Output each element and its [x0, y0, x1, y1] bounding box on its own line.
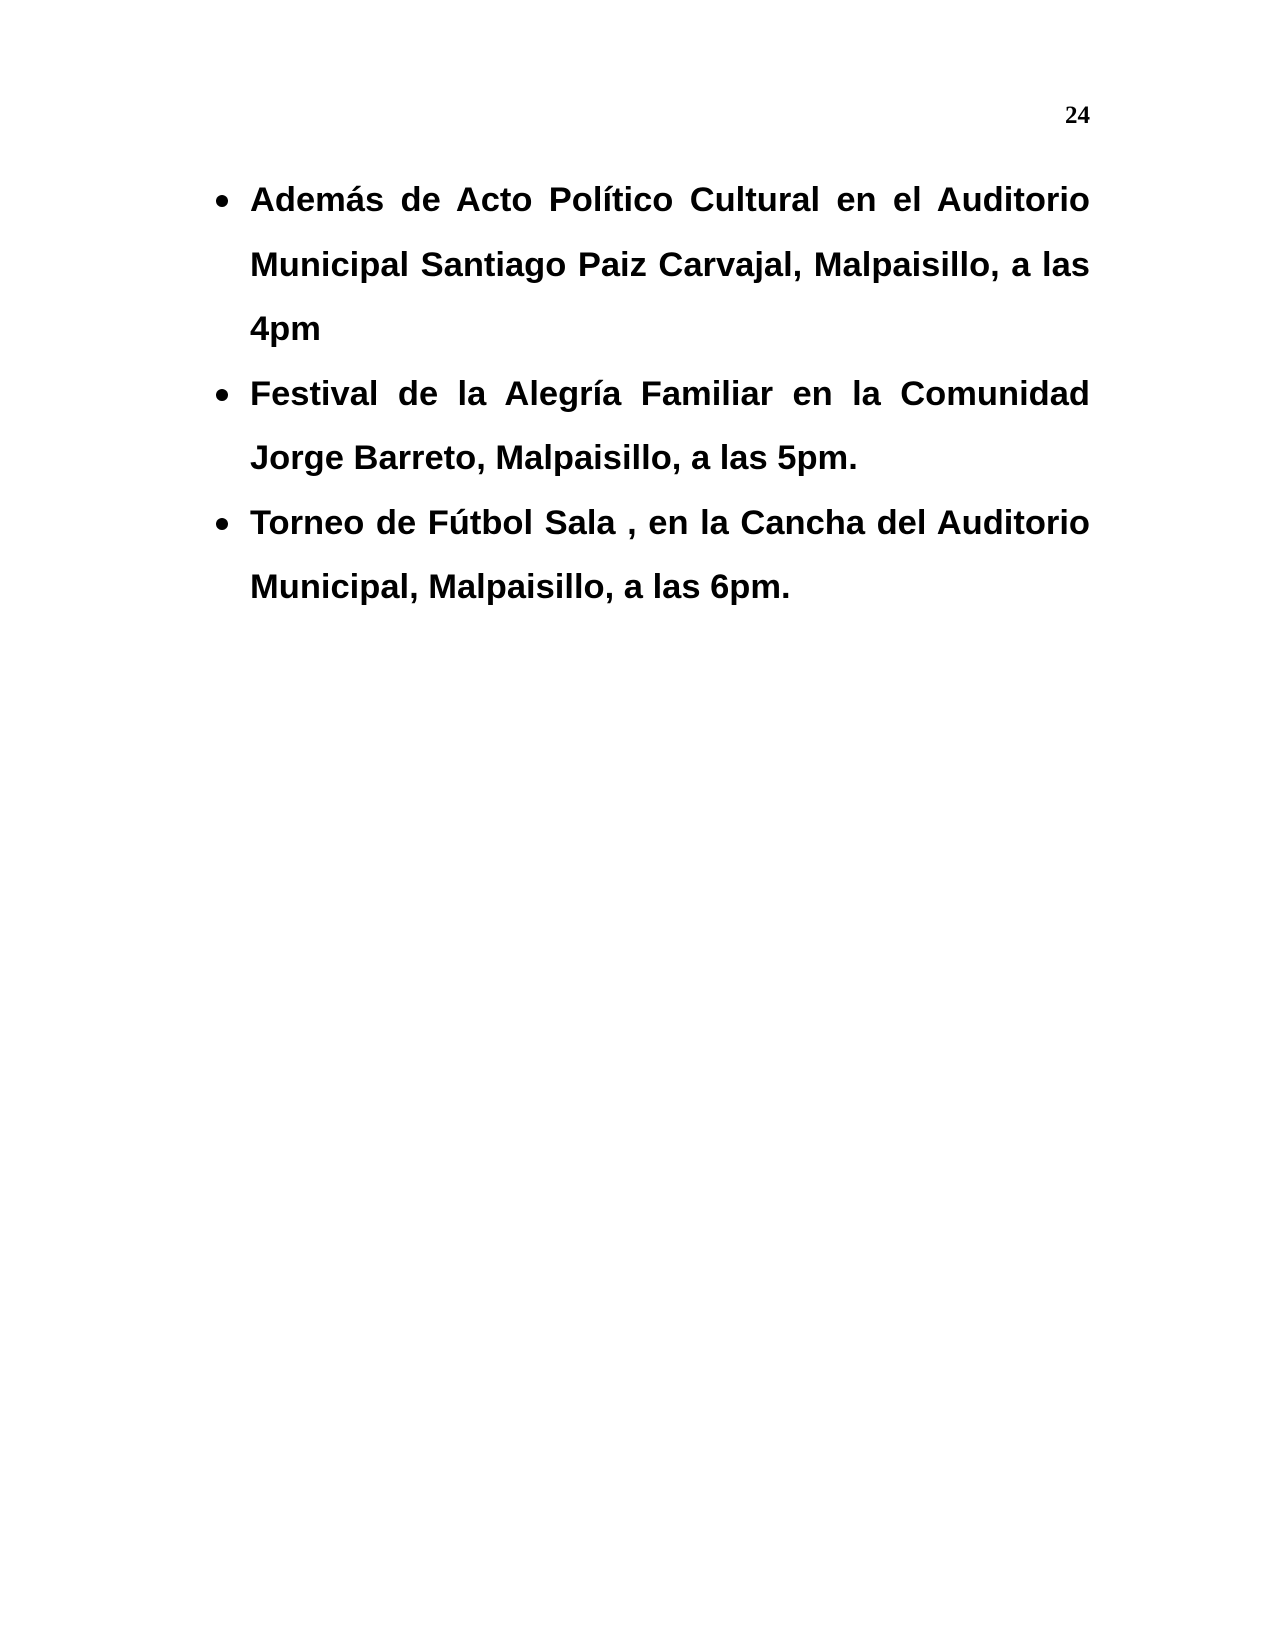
- list-item: [212, 362, 1090, 491]
- page-number: 24: [1065, 102, 1090, 129]
- list-item-text: Torneo de Fútbol Sala , en la Cancha del Auditorio Municipal, Malpaisillo, a las 6pm.: [250, 503, 1090, 606]
- bullet-icon: [216, 389, 228, 401]
- list-item: [212, 491, 1090, 620]
- bullet-icon: [216, 518, 228, 530]
- list-item: [212, 168, 1090, 362]
- list-item-text: Festival de la Alegría Familiar en la Comunidad Jorge Barreto, Malpaisillo, a las 5pm.: [250, 374, 1090, 477]
- event-list: [212, 168, 1090, 620]
- list-item-text: Además de Acto Político Cultural en el Auditorio Municipal Santiago Paiz Carvajal, Malpaisillo, a las 4pm: [250, 181, 1090, 348]
- bullet-icon: [216, 195, 228, 207]
